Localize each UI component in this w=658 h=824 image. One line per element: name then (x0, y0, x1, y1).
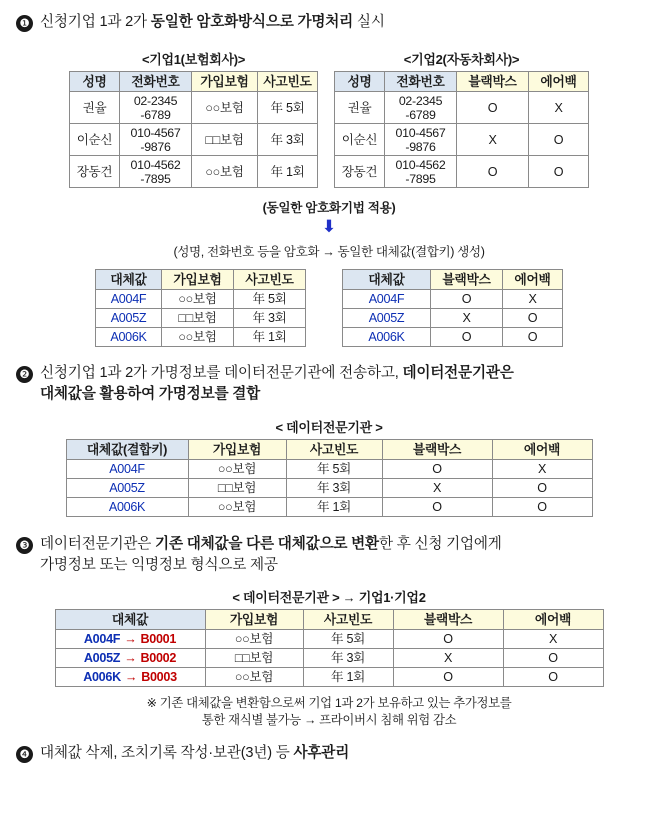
pseudonymized-table-2 (342, 269, 563, 347)
cell-blackbox: O (382, 498, 492, 517)
combined-header-blackbox: 블랙박스 (382, 440, 492, 460)
cell-substitute-key: A004F (66, 460, 188, 479)
step-4-number: ❹ (16, 746, 33, 763)
mapping-arrow-icon: → (124, 651, 137, 665)
step-2-caption: < 데이터전문기관 > (275, 420, 383, 435)
cell-insurance: □□보험 (188, 479, 286, 498)
cell-accidents: 年 5회 (234, 290, 306, 309)
cell-accidents: 年 1회 (258, 156, 318, 188)
down-arrow-icon: ⬇ (321, 217, 337, 237)
key-to: B0003 (141, 670, 177, 684)
company1-header-accidents: 사고빈도 (258, 72, 318, 92)
cell-phone (120, 124, 192, 156)
cell-insurance: □□보험 (162, 309, 234, 328)
step-1-source-tables (0, 49, 658, 188)
phone-line-2: -7895 (140, 171, 171, 186)
cell-blackbox: O (393, 668, 503, 687)
cell-accidents: 年 5회 (303, 630, 393, 649)
table-row (96, 290, 306, 309)
key-to: B0002 (140, 651, 177, 665)
cell-key-mapping (55, 649, 205, 668)
cell-airbag: X (503, 290, 563, 309)
cell-airbag: X (492, 460, 592, 479)
company1-caption: <기업1(보험회사)> (141, 52, 246, 67)
converted-header-insurance: 가입보험 (205, 610, 303, 630)
cell-blackbox: X (393, 649, 503, 668)
cell-insurance: □□보험 (205, 649, 303, 668)
cell-phone (120, 156, 192, 188)
company2-block (334, 49, 589, 188)
step-2-line1-pre: 신청기업 1과 2가 가명정보를 데이터전문기관에 전송하고, (40, 365, 403, 381)
company2-header-row (335, 72, 589, 92)
step-1-pseudonymized-tables (0, 269, 658, 347)
cell-substitute-key: A006K (66, 498, 188, 517)
cell-accidents: 年 3회 (286, 479, 382, 498)
cell-name: 장동건 (335, 156, 385, 188)
step-2-line1-bold: 데이터전문기관은 (402, 365, 514, 381)
phone-line-1: 010-4562 (395, 157, 446, 172)
combined-header-accidents: 사고빈도 (286, 440, 382, 460)
cell-blackbox: X (457, 124, 529, 156)
pseudo1-header-accidents: 사고빈도 (234, 270, 306, 290)
converted-header-row (55, 610, 603, 630)
pseudo1-header-row (96, 270, 306, 290)
cell-substitute-key: A005Z (96, 309, 162, 328)
pseudo2-header-airbag: 에어백 (503, 270, 563, 290)
cell-airbag: O (492, 498, 592, 517)
step-2-combined-block (0, 417, 658, 517)
pseudo1-header-key: 대체값 (96, 270, 162, 290)
cell-name: 권율 (335, 92, 385, 124)
table-row (55, 668, 603, 687)
step-3-line2: 가명정보 또는 익명정보 형식으로 제공 (40, 557, 278, 573)
cell-insurance: ○○보험 (205, 668, 303, 687)
step-1-text (40, 12, 385, 33)
converted-header-blackbox: 블랙박스 (393, 610, 503, 630)
step-1-text-post: 실시 (353, 14, 385, 30)
phone-line-2: -7895 (405, 171, 436, 186)
combined-header-key: 대체값(결합키) (66, 440, 188, 460)
converted-header-key: 대체값 (55, 610, 205, 630)
step-4-text-pre: 대체값 삭제, 조치기록 작성·보관(3년) 등 (40, 745, 294, 761)
step-2-number: ❷ (16, 366, 33, 383)
pseudo1-header-insurance: 가입보험 (162, 270, 234, 290)
phone-line-1: 02-2345 (133, 93, 178, 108)
cell-accidents: 年 5회 (258, 92, 318, 124)
company1-table (69, 71, 318, 188)
cell-airbag: O (503, 668, 603, 687)
cell-substitute-key: A004F (343, 290, 431, 309)
cell-accidents: 年 3회 (258, 124, 318, 156)
table-row (66, 479, 592, 498)
combined-header-airbag: 에어백 (492, 440, 592, 460)
cell-airbag: O (503, 649, 603, 668)
step-2-text (40, 363, 514, 405)
company1-header-name: 성명 (70, 72, 120, 92)
step-3-footnote (0, 695, 658, 729)
table-row (96, 309, 306, 328)
step-1-text-bold: 동일한 암호화방식으로 가명처리 (150, 14, 354, 30)
mapping-arrow-icon: → (124, 670, 138, 684)
company2-header-phone: 전화번호 (385, 72, 457, 92)
company2-caption: <기업2(자동차회사)> (403, 52, 520, 67)
cell-blackbox: O (431, 290, 503, 309)
company1-header-row (70, 72, 318, 92)
cell-blackbox: O (457, 92, 529, 124)
step-3-text (40, 534, 502, 576)
cell-airbag: O (503, 309, 563, 328)
pseudo2-header-key: 대체값 (343, 270, 431, 290)
mapping-arrow-icon: → (124, 632, 137, 646)
pseudonymized-table-1 (95, 269, 306, 347)
cell-accidents: 年 5회 (286, 460, 382, 479)
cell-accidents: 年 3회 (303, 649, 393, 668)
step-1-number: ❶ (16, 15, 33, 32)
cell-key-mapping (55, 630, 205, 649)
cell-accidents: 年 1회 (286, 498, 382, 517)
cell-airbag: X (529, 92, 589, 124)
cell-name: 이순신 (335, 124, 385, 156)
cell-name: 권율 (70, 92, 120, 124)
key-from: A006K (83, 670, 121, 684)
step-4-text (40, 743, 349, 764)
step-3-number: ❸ (16, 537, 33, 554)
footnote-line-2: 통한 재식별 불가능 → 프라이버시 침해 위험 감소 (201, 713, 457, 727)
cell-blackbox: X (431, 309, 503, 328)
converted-header-accidents: 사고빈도 (303, 610, 393, 630)
cell-airbag: O (492, 479, 592, 498)
table-row (343, 309, 563, 328)
company2-table (334, 71, 589, 188)
cell-airbag: O (529, 124, 589, 156)
combined-header-row (66, 440, 592, 460)
combined-header-insurance: 가입보험 (188, 440, 286, 460)
table-row (343, 290, 563, 309)
table-row (66, 498, 592, 517)
cell-key-mapping (55, 668, 205, 687)
step-3-heading (0, 534, 658, 576)
step-4-heading (0, 743, 658, 764)
cell-insurance: ○○보험 (162, 290, 234, 309)
phone-line-2: -6789 (405, 107, 436, 122)
cell-insurance: ○○보험 (188, 498, 286, 517)
phone-line-1: 02-2345 (398, 93, 443, 108)
cell-blackbox: O (431, 328, 503, 347)
table-row (335, 124, 589, 156)
cell-airbag: O (529, 156, 589, 188)
table-row (66, 460, 592, 479)
step-1-heading (0, 12, 658, 33)
step-1-text-pre: 신청기업 1과 2가 (40, 14, 151, 30)
company1-header-phone: 전화번호 (120, 72, 192, 92)
cell-insurance: ○○보험 (188, 460, 286, 479)
converted-header-airbag: 에어백 (503, 610, 603, 630)
step-3-caption: < 데이터전문기관 > → 기업1·기업2 (232, 590, 426, 605)
cell-accidents: 年 1회 (303, 668, 393, 687)
cell-substitute-key: A005Z (343, 309, 431, 328)
cell-accidents: 年 3회 (234, 309, 306, 328)
cell-blackbox: O (393, 630, 503, 649)
cell-phone (385, 156, 457, 188)
cell-substitute-key: A004F (96, 290, 162, 309)
step-4-text-bold: 사후관리 (293, 745, 350, 761)
table-row (96, 328, 306, 347)
pseudo2-header-blackbox: 블랙박스 (431, 270, 503, 290)
pseudo2-header-row (343, 270, 563, 290)
cell-accidents: 年 1회 (234, 328, 306, 347)
cell-name: 장동건 (70, 156, 120, 188)
phone-line-1: 010-4567 (130, 125, 181, 140)
cell-substitute-key: A005Z (66, 479, 188, 498)
cell-insurance: ○○보험 (192, 156, 258, 188)
step-2-heading (0, 363, 658, 405)
table-row (335, 156, 589, 188)
cell-insurance: □□보험 (192, 124, 258, 156)
encryption-description: (성명, 전화번호 등을 암호화 → 동일한 대체값(결합키) 생성) (173, 245, 485, 259)
table-row (70, 156, 318, 188)
company1-block (69, 49, 318, 188)
cell-insurance: ○○보험 (162, 328, 234, 347)
phone-line-1: 010-4567 (395, 125, 446, 140)
step-3-line1-pre: 데이터전문기관은 (40, 536, 156, 552)
phone-line-2: -9876 (140, 139, 171, 154)
table-row (70, 124, 318, 156)
combined-table (66, 439, 593, 517)
cell-phone (385, 92, 457, 124)
cell-blackbox: O (457, 156, 529, 188)
phone-line-2: -6789 (140, 107, 171, 122)
cell-phone (120, 92, 192, 124)
table-row (70, 92, 318, 124)
cell-airbag: X (503, 630, 603, 649)
cell-substitute-key: A006K (96, 328, 162, 347)
cell-substitute-key: A006K (343, 328, 431, 347)
step-2-line2-bold: 대체값을 활용하여 가명정보를 결합 (40, 386, 261, 402)
key-from: A005Z (83, 651, 121, 665)
step-3-converted-block (0, 587, 658, 687)
footnote-line-1: ※ 기존 대체값을 변환함으로써 기업 1과 2가 보유하고 있는 추가정보를 (146, 696, 512, 710)
cell-blackbox: O (382, 460, 492, 479)
table-row (55, 649, 603, 668)
company2-header-name: 성명 (335, 72, 385, 92)
cell-insurance: ○○보험 (192, 92, 258, 124)
cell-blackbox: X (382, 479, 492, 498)
phone-line-1: 010-4562 (130, 157, 181, 172)
step-3-line1-bold: 기존 대체값을 다른 대체값으로 변환 (155, 536, 379, 552)
key-to: B0001 (140, 632, 177, 646)
cell-insurance: ○○보험 (205, 630, 303, 649)
table-row (343, 328, 563, 347)
company2-header-blackbox: 블랙박스 (457, 72, 529, 92)
company2-header-airbag: 에어백 (529, 72, 589, 92)
phone-line-2: -9876 (405, 139, 436, 154)
key-from: A004F (83, 632, 121, 646)
cell-phone (385, 124, 457, 156)
company1-header-insurance: 가입보험 (192, 72, 258, 92)
cell-name: 이순신 (70, 124, 120, 156)
converted-table (55, 609, 604, 687)
table-row (335, 92, 589, 124)
cell-airbag: O (503, 328, 563, 347)
encryption-note: (동일한 암호화기법 적용) (262, 201, 396, 215)
step-3-line1-post: 한 후 신청 기업에게 (378, 536, 502, 552)
table-row (55, 630, 603, 649)
